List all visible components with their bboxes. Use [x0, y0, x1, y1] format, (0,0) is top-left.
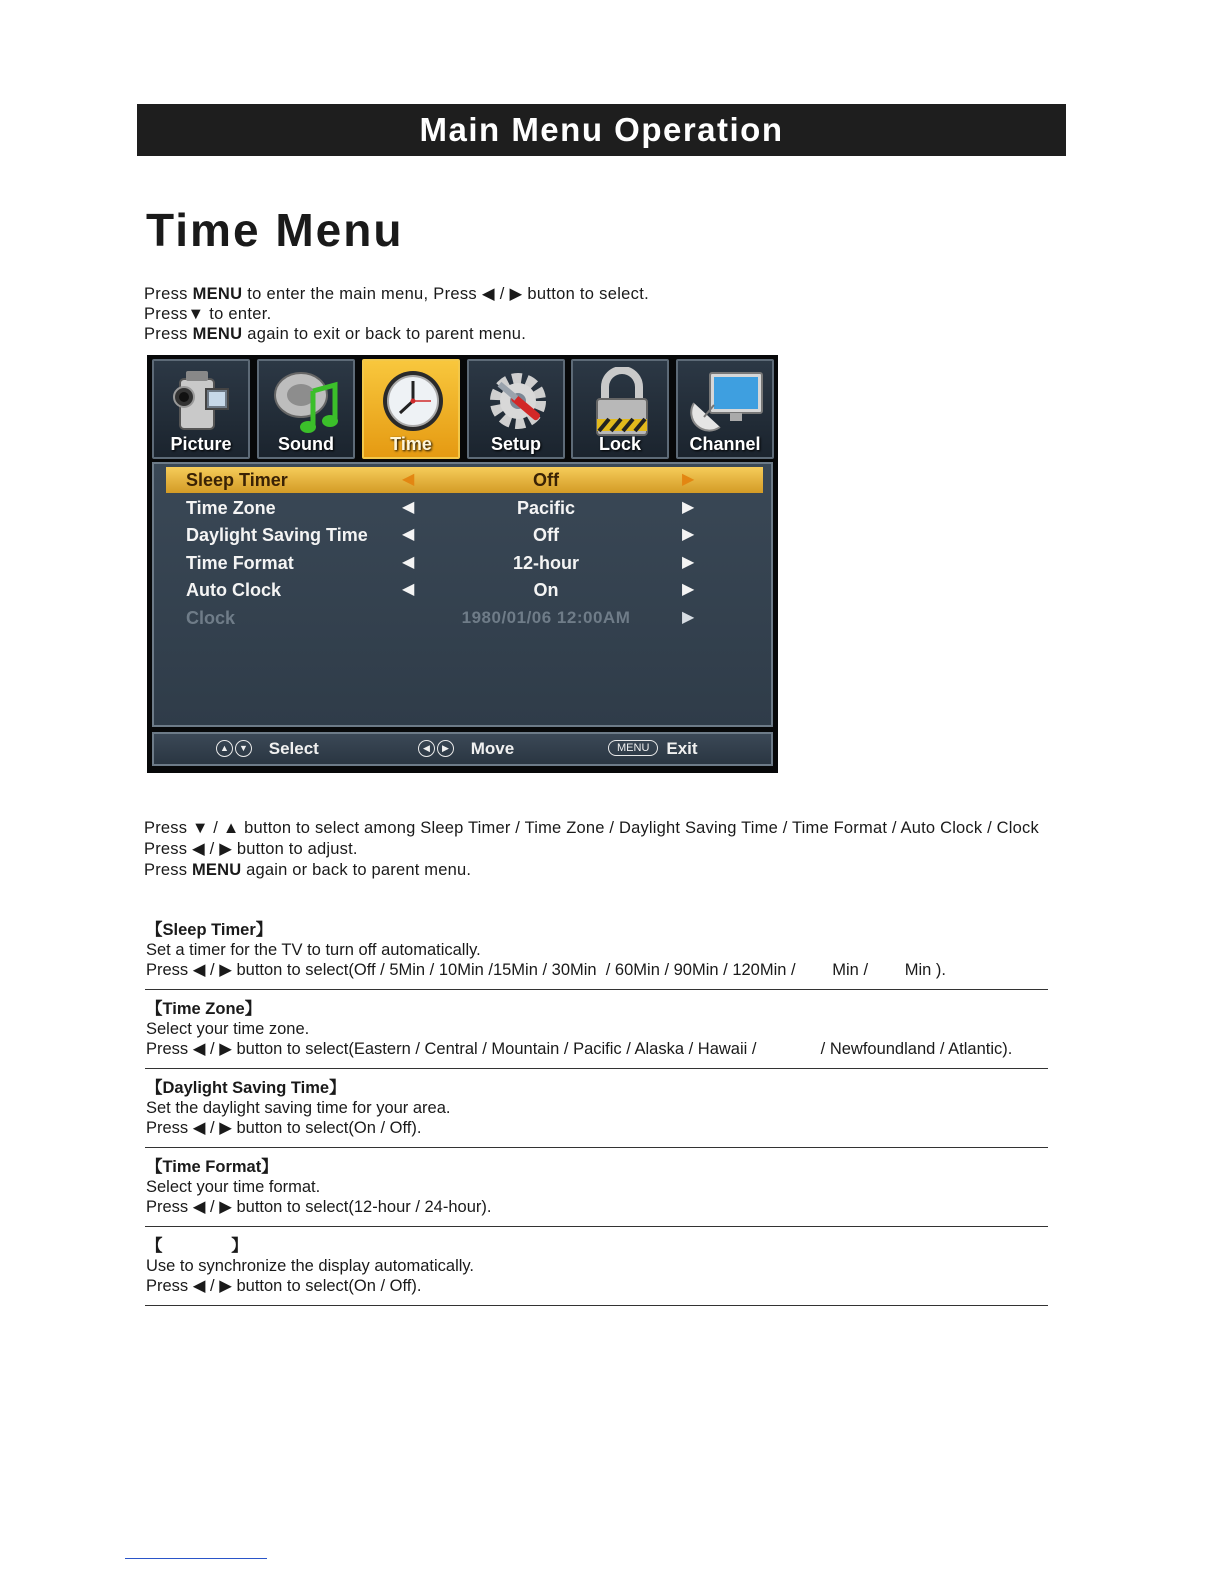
- left-arrow-icon[interactable]: ◀: [402, 554, 415, 571]
- tab-time[interactable]: [362, 359, 460, 459]
- footer-link-underline: [125, 1558, 267, 1559]
- section-options: Press ◀ / ▶ button to select(On / Off).: [146, 1277, 422, 1295]
- right-arrow-icon: ▶: [682, 609, 695, 626]
- right-arrow-icon[interactable]: ▶: [682, 471, 695, 488]
- section-daylight-saving-time: [145, 1078, 1048, 1148]
- right-arrow-icon[interactable]: ▶: [682, 581, 695, 598]
- left-button-icon: ◀: [418, 740, 435, 757]
- tab-label: Sound: [278, 434, 334, 454]
- section-description: Select your time zone.: [146, 1020, 310, 1038]
- tab-picture[interactable]: [152, 359, 250, 459]
- section-header-bar: [137, 104, 1066, 156]
- section-time-format: [145, 1157, 1048, 1227]
- satellite-monitor-icon: [690, 367, 764, 439]
- menu-row-clock: Clock 1980/01/06 12:00AM ▶: [166, 605, 763, 631]
- right-arrow-icon[interactable]: ▶: [682, 499, 695, 516]
- tab-label: Setup: [490, 434, 541, 454]
- menu-row-time-format[interactable]: Time Format ◀ 12-hour ▶: [166, 550, 763, 576]
- tab-label: Lock: [598, 434, 641, 454]
- music-note-icon: [271, 367, 345, 439]
- section-auto-clock: [145, 1236, 1048, 1306]
- nav-line-2: Press ◀ / ▶ button to adjust.: [144, 840, 358, 858]
- menu-row-daylight-saving-time[interactable]: Daylight Saving Time ◀ Off ▶: [166, 522, 763, 548]
- menu-row-auto-clock[interactable]: Auto Clock ◀ On ▶: [166, 577, 763, 603]
- section-description: Set a timer for the TV to turn off automatically.: [146, 941, 481, 959]
- section-description: Use to synchronize the display automatically.: [146, 1257, 475, 1275]
- section-title: 【Daylight Saving Time】: [146, 1079, 346, 1097]
- tab-label: Time: [390, 434, 432, 454]
- tab-channel[interactable]: [676, 359, 774, 459]
- left-arrow-icon[interactable]: ◀: [402, 526, 415, 543]
- tv-menu-screenshot: [147, 355, 778, 773]
- tab-setup[interactable]: [467, 359, 565, 459]
- section-time-zone: [145, 999, 1048, 1069]
- menu-row-sleep-timer[interactable]: Sleep Timer ◀ Off ▶: [166, 467, 763, 493]
- menu-row-time-zone[interactable]: Time Zone ◀ Pacific ▶: [166, 495, 763, 521]
- time-settings-panel: [152, 462, 773, 727]
- gear-wrench-icon: [481, 367, 555, 439]
- navigation-instructions: [144, 818, 1039, 881]
- section-sleep-timer: [145, 920, 1048, 990]
- left-arrow-icon[interactable]: ◀: [402, 499, 415, 516]
- tab-lock[interactable]: [571, 359, 669, 459]
- padlock-icon: [585, 367, 659, 439]
- section-description: Select your time format.: [146, 1178, 321, 1196]
- section-title: 【 】: [146, 1237, 248, 1255]
- section-options: Press ◀ / ▶ button to select(Off / 5Min / 10Min /15Min / 30Min / 60Min / 90Min / 120Min / Min / Min ).: [146, 961, 946, 979]
- section-header-title: Main Menu Operation: [419, 111, 784, 148]
- section-title: 【Time Zone】: [146, 1000, 262, 1018]
- menu-hint-bar: [152, 732, 773, 766]
- up-button-icon: ▲: [216, 740, 233, 757]
- intro-line-1: Press MENU to enter the main menu, Press ◀ / ▶ button to select.: [144, 285, 649, 303]
- tab-label: Picture: [170, 434, 232, 454]
- menu-tab-bar: [152, 359, 774, 459]
- left-arrow-icon[interactable]: ◀: [402, 581, 415, 598]
- settings-descriptions: [145, 920, 1048, 1306]
- section-options: Press ◀ / ▶ button to select(12-hour / 24-hour).: [146, 1198, 492, 1216]
- page-title: Time Menu: [146, 204, 404, 256]
- intro-line-3: Press MENU again to exit or back to parent menu.: [144, 325, 527, 343]
- move-hint: ◀ ▶ Move: [418, 734, 514, 764]
- section-title: 【Sleep Timer】: [146, 921, 273, 939]
- clock-icon: [376, 367, 450, 439]
- nav-line-3: Press MENU again or back to parent menu.: [144, 861, 472, 879]
- camcorder-icon: [166, 367, 240, 439]
- select-hint: ▲ ▼ Select: [216, 734, 319, 764]
- tab-sound[interactable]: [257, 359, 355, 459]
- section-options: Press ◀ / ▶ button to select(Eastern / Central / Mountain / Pacific / Alaska / Hawaii / / Newfoundland / Atlantic).: [146, 1040, 1013, 1058]
- intro-instructions: [144, 284, 649, 344]
- right-arrow-icon[interactable]: ▶: [682, 526, 695, 543]
- nav-line-1: Press ▼ / ▲ button to select among Sleep Timer / Time Zone / Daylight Saving Time / Time Format / Auto Clock / Clock: [144, 819, 1039, 837]
- right-arrow-icon[interactable]: ▶: [682, 554, 695, 571]
- exit-hint: MENU Exit: [608, 734, 698, 764]
- down-button-icon: ▼: [235, 740, 252, 757]
- menu-button-icon: MENU: [608, 740, 658, 756]
- intro-line-2: Press▼ to enter.: [144, 305, 272, 323]
- right-button-icon: ▶: [437, 740, 454, 757]
- section-options: Press ◀ / ▶ button to select(On / Off).: [146, 1119, 422, 1137]
- section-title: 【Time Format】: [146, 1158, 278, 1176]
- left-arrow-icon[interactable]: ◀: [402, 471, 415, 488]
- tab-label: Channel: [689, 434, 761, 454]
- section-description: Set the daylight saving time for your area.: [146, 1099, 451, 1117]
